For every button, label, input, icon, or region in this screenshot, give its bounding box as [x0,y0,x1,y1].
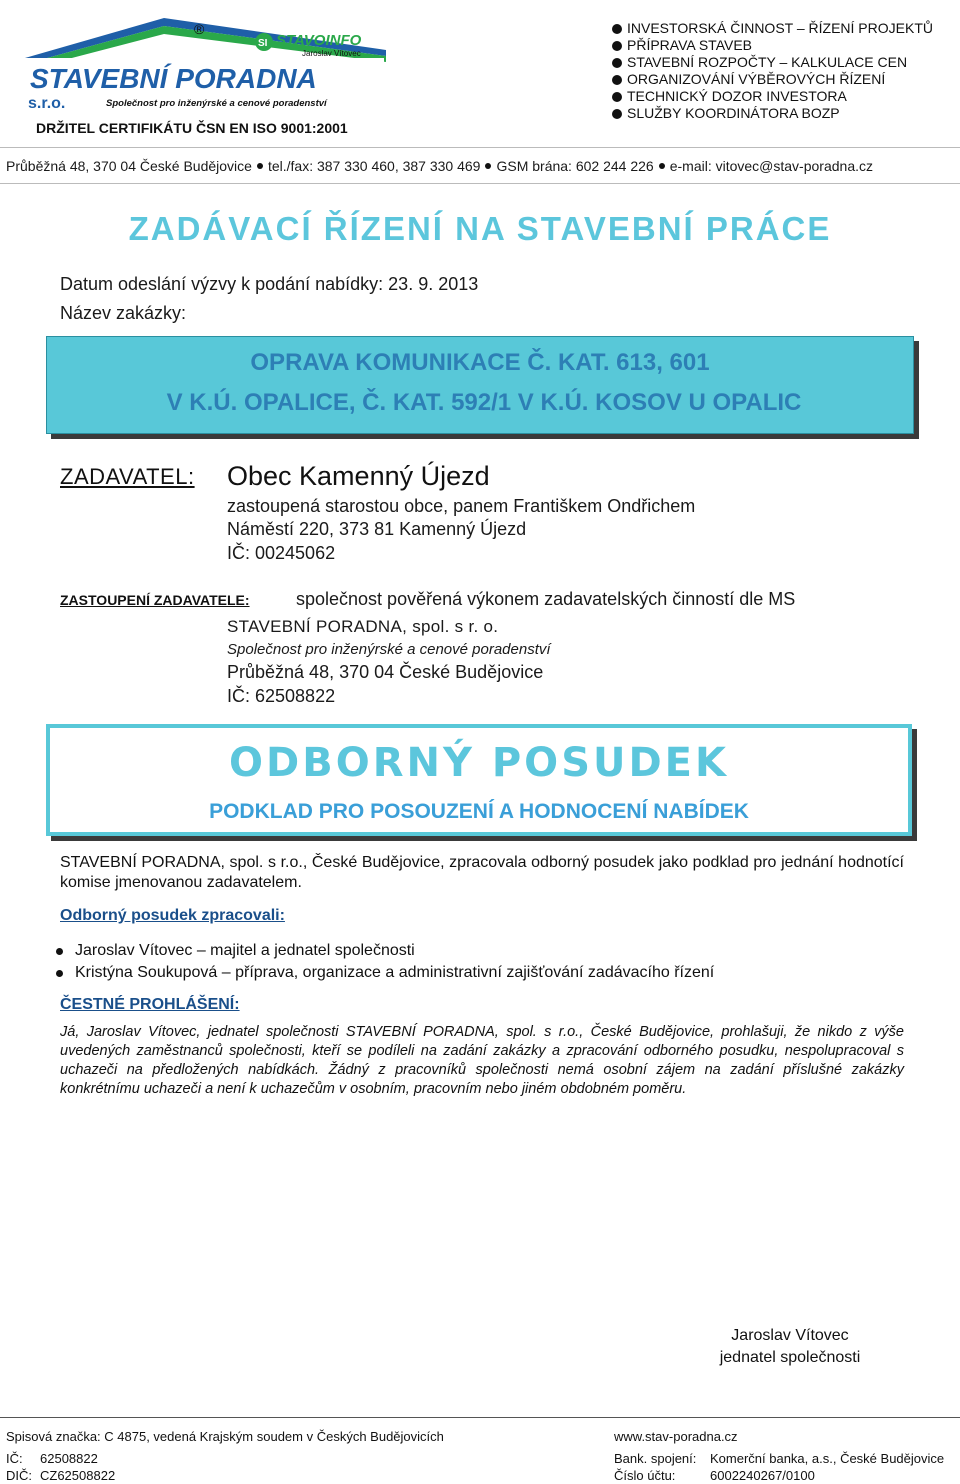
footer-web[interactable]: www.stav-poradna.cz [614,1429,738,1444]
service-item: SLUŽBY KOORDINÁTORA BOZP [612,105,933,122]
zadavatel-label: ZADAVATEL: [60,464,195,489]
svg-text:SI: SI [258,38,268,49]
footer-bank-value: Komerční banka, a.s., České Budějovice [710,1451,945,1466]
services-list [612,20,933,122]
contract-title-line-2: V K.Ú. OPALICE, Č. KAT. 592/1 V K.Ú. KOSOV U OPALIC [166,389,802,416]
prepared-by-item: Jaroslav Vítovec – majitel a jednatel společnosti [56,942,415,960]
expert-opinion-box [46,724,912,836]
certificate-text: DRŽITEL CERTIFIKÁTU ČSN EN ISO 9001:2001 [36,120,348,136]
zadavatel-represented: zastoupená starostou obce, panem Františkem Ondřichem [227,496,696,516]
zastoupeni-ic: IČ: 62508822 [227,686,336,706]
contract-title-box [46,336,914,434]
contact-gsm: GSM brána: 602 244 226 [496,158,654,174]
header-divider [0,147,960,148]
bullet-icon [612,24,622,34]
footer-ic-label: IČ: [6,1451,23,1466]
zastoupeni-address: Průběžná 48, 370 04 České Budějovice [227,662,544,682]
service-item: ORGANIZOVÁNÍ VÝBĚROVÝCH ŘÍZENÍ [612,71,933,88]
separator-dot-icon [659,163,665,169]
company-logo [14,10,386,112]
service-item: TECHNICKÝ DOZOR INVESTORA [612,88,933,105]
contact-divider [0,183,960,184]
bullet-icon [612,58,622,68]
bullet-icon [612,41,622,51]
registered-mark: ® [194,21,205,37]
bullet-icon [612,75,622,85]
expert-opinion-subtitle: PODKLAD PRO POSOUZENÍ A HODNOCENÍ NABÍDEK [209,800,749,823]
contact-tel: tel./fax: 387 330 460, 387 330 469 [267,158,481,174]
declaration-label: ČESTNÉ PROHLÁŠENÍ: [60,996,240,1013]
zastoupeni-tagline: Společnost pro inženýrské a cenové poradenství [227,641,551,658]
signature-role: jednatel společnosti [719,1349,861,1366]
footer-bank-label: Bank. spojení: [614,1451,697,1466]
logo-sro: s.r.o. [28,95,66,112]
zadavatel-ic: IČ: 00245062 [227,543,336,563]
date-line: Datum odeslání výzvy k podání nabídky: 23. 9. 2013 [60,274,479,294]
zadavatel-name: Obec Kamenný Újezd [227,461,490,491]
service-item: STAVEBNÍ ROZPOČTY – KALKULACE CEN [612,54,933,71]
zadavatel-address: Náměstí 220, 373 81 Kamenný Újezd [227,519,527,539]
zastoupeni-text: společnost pověřená výkonem zadavatelských činností dle MS [296,589,796,609]
footer-registry: Spisová značka: C 4875, vedená Krajským soudem v Českých Budějovicích [6,1429,444,1444]
footer-dic-label: DIČ: [6,1468,32,1483]
bullet-icon [56,948,63,955]
bullet-icon [612,92,622,102]
contract-title-line-1: OPRAVA KOMUNIKACE Č. KAT. 613, 601 [250,349,710,376]
service-item: PŘÍPRAVA STAVEB [612,37,933,54]
service-item: INVESTORSKÁ ČINNOST – ŘÍZENÍ PROJEKTŮ [612,20,933,37]
logo-brand: STAVEBNÍ PORADNA [30,63,317,94]
footer-divider [0,1417,960,1418]
prepared-by-item: Kristýna Soukupová – příprava, organizace a administrativní zajišťování zadávacího řízení [56,964,714,982]
logo-partner: STAVOINFO [276,32,362,49]
intro-paragraph: STAVEBNÍ PORADNA, spol. s r.o., České Budějovice, zpracovala odborný posudek jako podklad pro jednání hodnotící komise jmenovanou zadavatelem. [60,854,904,891]
contract-name-label: Název zakázky: [60,303,187,323]
footer-account-value: 6002240267/0100 [710,1468,815,1483]
declaration-text: Já, Jaroslav Vítovec, jednatel společnosti STAVEBNÍ PORADNA, spol. s r.o., České Budějovice, prohlašuji, že nikdo z výše uvedených zaměstnanců společnosti, kteří se podíleli na zadání zakázky a zpracování odborného posudku, nespolupracoval s uchazeči na předložených nabídkách. Žádný z pracovníků společnosti nemá osobní zájem na zadání příslušné zakázky konkrétnímu uchazeči a není k uchazečům v osobním, pracovním nebo jiném obdobném poměru. [60,1024,904,1097]
logo-tagline: Společnost pro inženýrské a cenové poradenství [106,98,327,109]
separator-dot-icon [485,163,491,169]
logo-partner-sub: Jaroslav Vítovec [302,49,361,58]
zastoupeni-label: ZASTOUPENÍ ZADAVATELE: [60,592,250,608]
bullet-icon [612,109,622,119]
footer-dic-value: CZ62508822 [40,1468,116,1483]
footer-ic-value: 62508822 [40,1451,98,1466]
contact-email[interactable]: e-mail: vitovec@stav-poradna.cz [669,158,873,174]
logo-graphic [14,10,386,112]
footer-account-label: Číslo účtu: [614,1468,676,1483]
contact-line [6,158,873,174]
bullet-icon [56,970,63,977]
prepared-by-label: Odborný posudek zpracovali: [60,907,285,924]
separator-dot-icon [257,163,263,169]
document-title: ZADÁVACÍ ŘÍZENÍ NA STAVEBNÍ PRÁCE [128,210,832,247]
contact-address: Průběžná 48, 370 04 České Budějovice [6,158,252,174]
expert-opinion-title: ODBORNÝ POSUDEK [229,740,729,786]
signature-name: Jaroslav Vítovec [731,1327,849,1344]
zastoupeni-company: STAVEBNÍ PORADNA, spol. s r. o. [227,617,499,636]
